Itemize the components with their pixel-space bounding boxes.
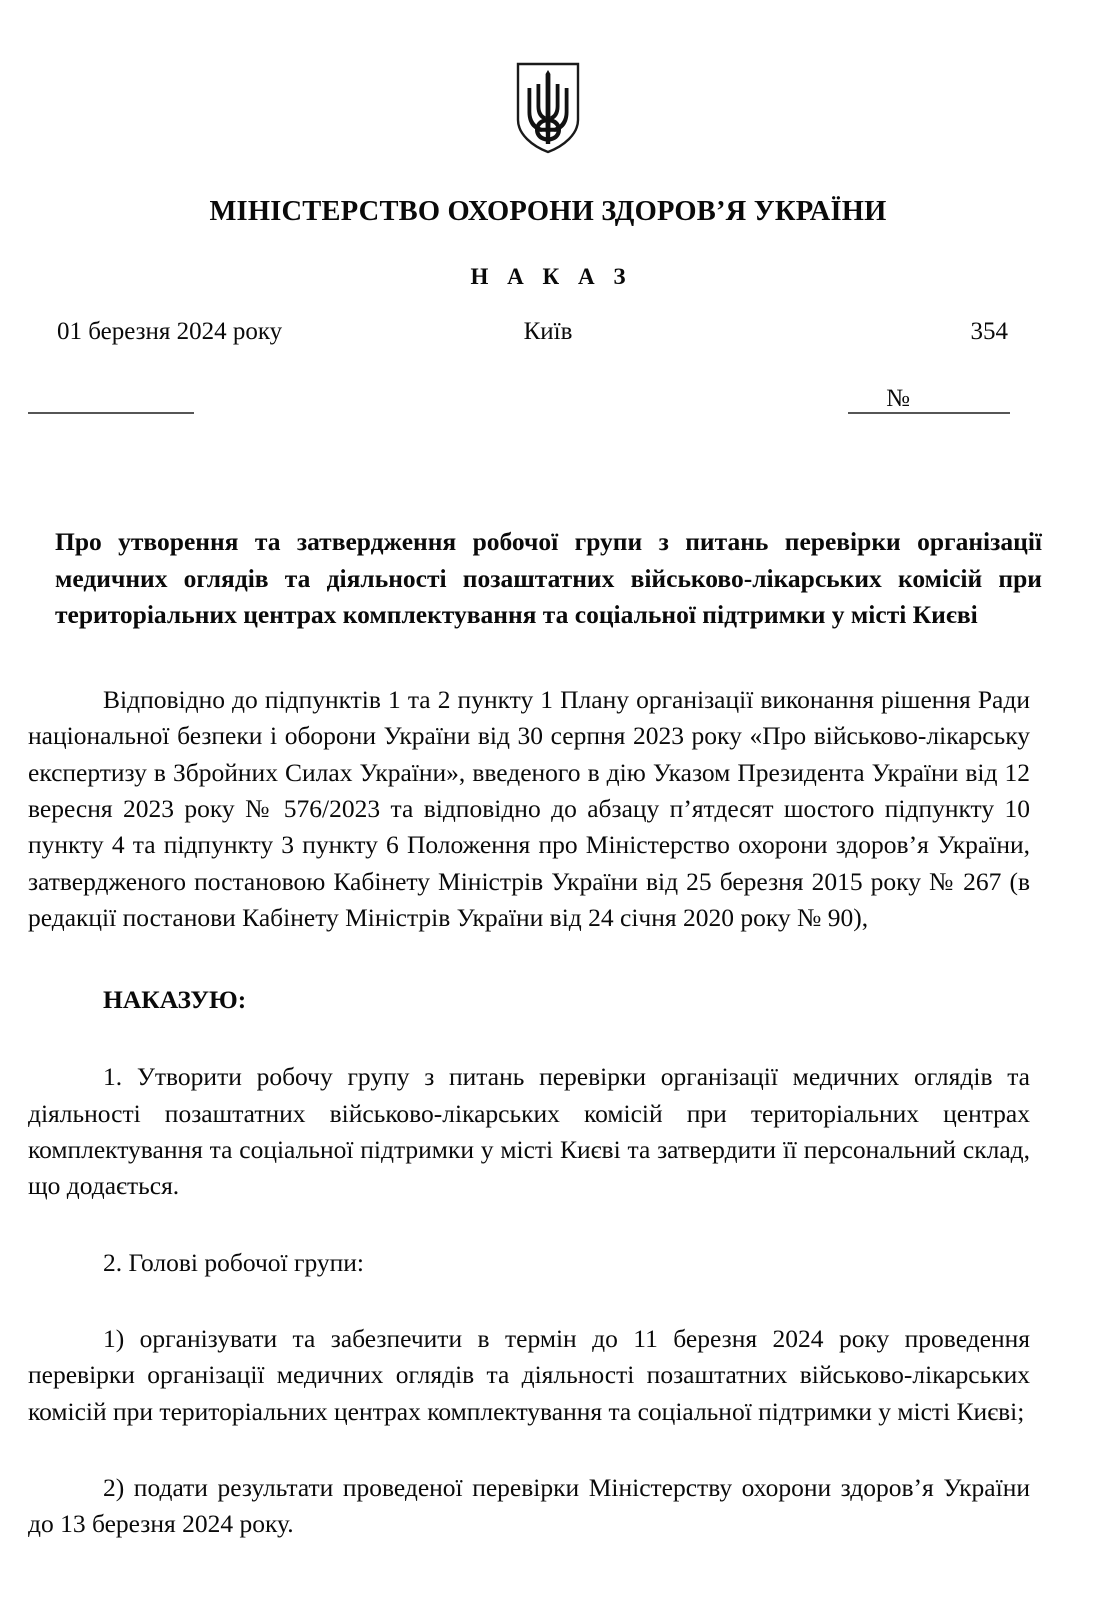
page-title: Про утворення та затвердження робочої групи з питань перевірки організації медичних оглядів та діяльності позаштатних військово-лікарських комісій при територіальних центрах комплектування та соціальної підтримки у місті Києві — [55, 527, 1042, 629]
preamble-paragraph: Відповідно до підпунктів 1 та 2 пункту 1 Плану організації виконання рішення Ради національної безпеки і оборони України від 30 серпня 2023 року «Про військово-лікарську експертизу в Збройних Силах України», введеного в дію Указом Президента України від 12 вересня 2023 року № 576/2023 та відповідно до абзацу п’ятдесят шостого підпункту 10 пункту 4 та підпункту 3 пункту 6 Положення про Міністерство охорони здоров’я України, затвердженого постановою Кабінету Міністрів України від 25 березня 2015 року № 267 (в редакції постанови Кабінету Міністрів України від 24 січня 2020 року № 90), — [28, 684, 1030, 932]
clause-item-2-sub-1: 1) організувати та забезпечити в термін до 11 березня 2024 року проведення перевірки організації медичних оглядів та діяльності позаштатних військово-лікарських комісій при територіальних центрах комплектування та соціальної підтримки у місті Києві; — [28, 1323, 1030, 1426]
order-keyword: НАКАЗУЮ: — [103, 985, 247, 1015]
ministry-title: МІНІСТЕРСТВО ОХОРОНИ ЗДОРОВ’Я УКРАЇНИ — [209, 196, 887, 227]
clause-item-2: 2. Голові робочої групи: — [103, 1247, 364, 1277]
signature-rules-row — [0, 385, 1096, 420]
document-body — [28, 682, 1030, 1543]
document-number: 354 — [970, 318, 1008, 346]
clause-item-1: 1. Утворити робочу групу з питань перевірки організації медичних оглядів та діяльності позаштатних військово-лікарських комісій при територіальних центрах комплектування та соціальної підтримки у місті Києві та затвердити її персональний склад, що додається. — [28, 1062, 1030, 1201]
number-blank-rule — [848, 412, 1010, 414]
emblem-container — [0, 0, 1096, 154]
document-kind-heading: Н А К А З — [470, 264, 632, 290]
document-date: 01 березня 2024 року — [57, 318, 283, 346]
ukrainian-coat-of-arms-icon — [516, 62, 580, 154]
date-blank-rule — [28, 412, 194, 414]
clause-item-2-sub-2: 2) подати результати проведеної перевірки Міністерству охорони здоров’я України до 13 березня 2024 року. — [28, 1472, 1030, 1539]
document-city: Київ — [523, 318, 573, 346]
number-sign-label: № — [886, 385, 910, 413]
document-meta-row — [0, 318, 1096, 352]
